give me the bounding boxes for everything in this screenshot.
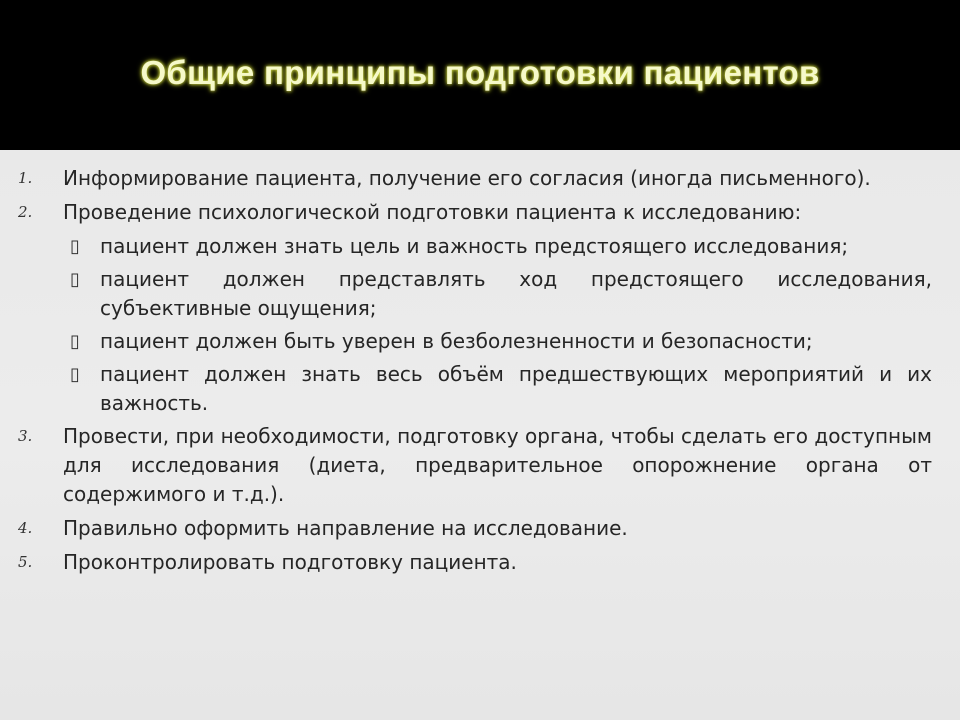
title-bar — [0, 0, 960, 150]
list-number: 2. — [18, 203, 33, 221]
sub-item-text: пациент должен знать цель и важность предстоящего исследования; — [100, 234, 849, 258]
list-number: 1. — [18, 169, 33, 187]
principles-list — [18, 164, 932, 582]
sub-item-text: пациент должен знать весь объём предшествующих мероприятий и их важность. — [100, 362, 932, 415]
list-item — [18, 514, 932, 543]
list-item-text: Проконтролировать подготовку пациента. — [63, 550, 517, 574]
list-number: 3. — [18, 427, 33, 445]
list-item-text: Проведение психологической подготовки пациента к исследованию: — [63, 200, 802, 224]
bullet-icon: ▯ — [70, 236, 80, 257]
sub-list-item — [18, 232, 932, 261]
sub-item-text: пациент должен быть уверен в безболезненности и безопасности; — [100, 329, 813, 353]
sub-item-text: пациент должен представлять ход предстоящего исследования, субъективные ощущения; — [100, 267, 932, 320]
list-number: 5. — [18, 553, 33, 571]
list-item-text: Правильно оформить направление на исследование. — [63, 516, 628, 540]
list-item — [18, 164, 932, 193]
sub-list-item — [18, 327, 932, 356]
sub-list-item — [18, 360, 932, 418]
sub-list-item — [18, 265, 932, 323]
list-number: 4. — [18, 519, 33, 537]
list-item — [18, 198, 932, 227]
slide-title: Общие принципы подготовки пациентов — [140, 54, 820, 91]
list-item-text: Провести, при необходимости, подготовку органа, чтобы сделать его доступным для исследования (диета, предварительное опорожнение органа от содержимого и т.д.). — [63, 424, 932, 506]
bullet-icon: ▯ — [70, 364, 80, 385]
bullet-icon: ▯ — [70, 269, 80, 290]
list-item — [18, 548, 932, 577]
list-item-text: Информирование пациента, получение его согласия (иногда письменного). — [63, 166, 871, 190]
list-item — [18, 422, 932, 509]
bullet-icon: ▯ — [70, 331, 80, 352]
